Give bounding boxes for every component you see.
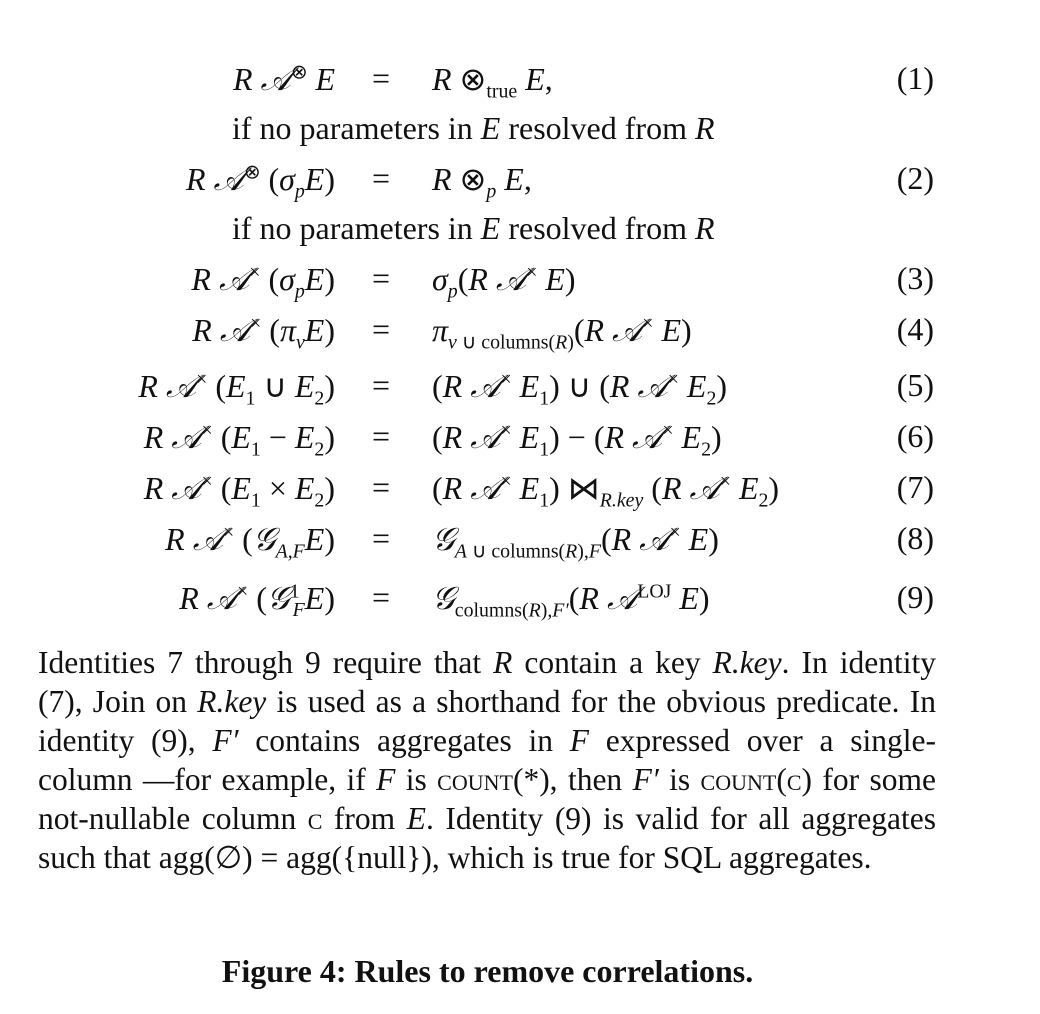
equation-lhs: R 𝒜× $(E_1 \times E_2)$ [143,469,335,512]
equation-number: (6) [896,418,934,454]
equals-sign: = [372,311,391,347]
equation-rhs: 𝒢$_{columns(R),F'}$(R 𝒜$^{LOJ}$ E) [432,579,710,622]
equation-rhs: (R 𝒜× $E_1) - (R$ 𝒜× $E_2$) [432,418,722,461]
equation-rhs: $\pi_{v \cup columns(R)}(R$ 𝒜× E) [432,311,692,354]
equals-sign: = [372,260,391,296]
equation-row-1 [0,60,1040,104]
equation-condition-1: if no parameters in E resolved from R [232,110,715,146]
equation-row-4 [0,311,1040,355]
equation-number: (8) [896,520,934,556]
equals-sign: = [372,60,391,96]
equation-row-2 [0,160,1040,204]
equation-lhs: R 𝒜× $(E_1 - E_2)$ [143,418,335,461]
equation-row-8 [0,520,1040,564]
equation-lhs: R 𝒜× (𝒢$_{A,F}$E) [165,520,335,563]
equation-rhs: $\sigma_p(R$ 𝒜× E) [432,260,576,303]
equation-lhs: R 𝒜⊗ E [233,60,335,98]
equals-sign: = [372,579,391,615]
equation-rhs: (R 𝒜× $E_1$) $⋈_{R.key}$ (R 𝒜× $E_2$) [432,469,780,512]
equation-row-3 [0,260,1040,304]
equals-sign: = [372,469,391,505]
equals-sign: = [372,520,391,556]
equation-lhs: R 𝒜× $(\pi_vE)$ [192,311,335,354]
equation-rhs: (R 𝒜× $E_1$) ∪ (R 𝒜× $E_2$) [432,367,728,410]
explanatory-paragraph [38,643,936,877]
equals-sign: = [372,160,391,196]
equation-row-7 [0,469,1040,513]
equation-number: (2) [896,160,934,196]
equation-lhs: R 𝒜× $(\sigma_pE)$ [191,260,335,303]
equation-number: (7) [896,469,934,505]
paragraph-text: Identities 7 through 9 require that R contain a key R.key. In identity (7), Join on R.key is used as a shorthand for the obvious predicate. In identity (9), F′ contains aggregates in F expressed over a single-column —for example, if F is count(*), then F′ is count(c) for some not-nullable column c from E. Identity (9) is valid for all aggregates such that agg(∅) = agg({null}), which is true for SQL aggregates. [38,645,937,875]
equation-row-5 [0,367,1040,411]
equation-number: (3) [896,260,934,296]
equation-rhs: R $\otimes_p$ E, [432,161,532,203]
equals-sign: = [372,367,391,403]
equation-row-6 [0,418,1040,462]
equation-number: (4) [896,311,934,347]
equals-sign: = [372,418,391,454]
equation-row-9 [0,579,1040,623]
equation-condition-2: if no parameters in E resolved from R [232,210,715,246]
figure-caption: Figure 4: Rules to remove correlations. [221,953,754,989]
equation-rhs: 𝒢$_{A \cup columns(R),F}$(R 𝒜× E) [432,520,719,563]
equation-lhs: R 𝒜⊗ $(\sigma_pE)$ [185,160,335,203]
equation-lhs: R 𝒜× ($E_1$ ∪ $E_2$) [138,367,335,410]
equation-number: (1) [896,60,934,96]
equation-number: (9) [896,579,934,615]
equation-rhs: R $\otimes_{true}$ E, [432,61,553,103]
equation-lhs: R 𝒜× (𝒢$^1_F$E) [179,579,335,622]
equation-number: (5) [896,367,934,403]
